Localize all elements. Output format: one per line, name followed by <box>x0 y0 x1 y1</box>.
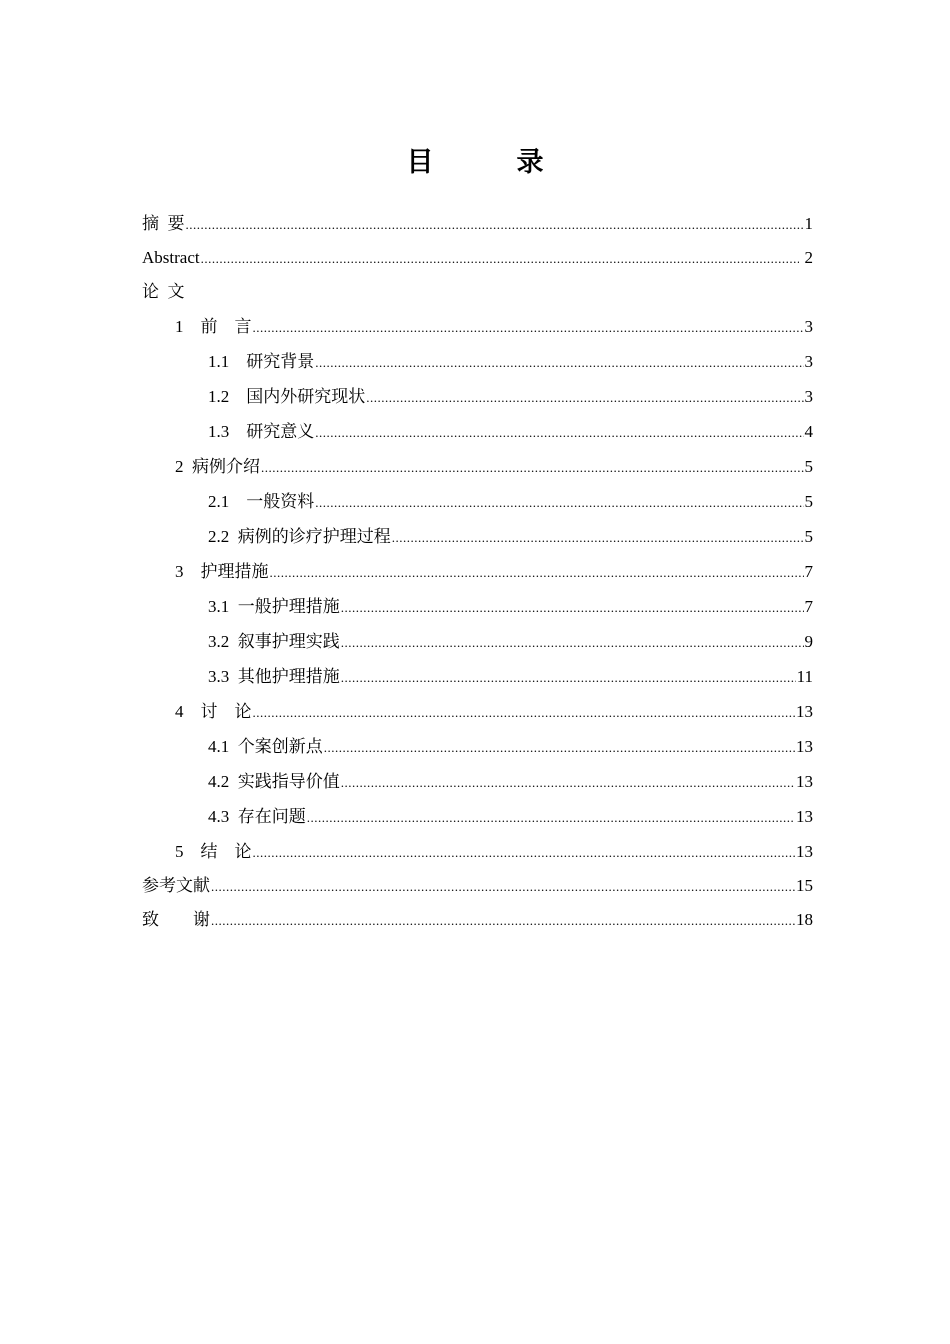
toc-entry[interactable] <box>142 903 813 937</box>
toc-entry-label: 2.2 病例的诊疗护理过程 <box>208 527 391 546</box>
toc-entry-label: 3.3 其他护理措施 <box>208 667 340 686</box>
toc-entry[interactable] <box>142 624 813 659</box>
toc-entry-label: 2 病例介绍 <box>175 457 260 476</box>
toc-entry-label: 1 前 言 <box>175 317 252 336</box>
toc-dot-leader <box>341 765 795 800</box>
toc-dot-leader <box>211 904 795 938</box>
toc-entry[interactable] <box>142 309 813 344</box>
toc-entry-label: 1.1 研究背景 <box>208 352 315 371</box>
toc-entry[interactable] <box>142 449 813 484</box>
toc-entry[interactable] <box>142 729 813 764</box>
toc-entry[interactable] <box>142 207 813 241</box>
toc-entry-label: 摘 要 <box>142 214 185 233</box>
toc-entry[interactable] <box>142 379 813 414</box>
toc-entry[interactable] <box>142 659 813 694</box>
toc-page-number: 5 <box>804 457 813 476</box>
toc-entry-label: 3.2 叙事护理实践 <box>208 632 340 651</box>
toc-page-number: 13 <box>796 842 813 861</box>
toc-entry[interactable] <box>142 834 813 869</box>
toc-dot-leader <box>366 380 803 415</box>
toc-page-number: 2 <box>800 248 813 267</box>
toc-entry[interactable] <box>142 344 813 379</box>
toc-entry[interactable] <box>142 275 813 309</box>
toc-dot-leader <box>211 870 795 904</box>
toc-page-number: 13 <box>796 772 813 791</box>
toc-dot-leader <box>341 590 804 625</box>
toc-entry-label: 4.3 存在问题 <box>208 807 306 826</box>
toc-entry-label: 4.1 个案创新点 <box>208 737 323 756</box>
toc-page-number: 18 <box>796 910 813 929</box>
toc-dot-leader <box>315 345 803 380</box>
toc-dot-leader <box>341 625 804 660</box>
toc-entry-label: Abstract <box>142 248 200 267</box>
toc-dot-leader <box>261 450 804 485</box>
toc-entry[interactable] <box>142 519 813 554</box>
toc-entry[interactable] <box>142 869 813 903</box>
toc-entry-label: 致 谢 <box>142 910 210 929</box>
toc-entry[interactable] <box>142 589 813 624</box>
toc-entry[interactable] <box>142 799 813 834</box>
toc-entry-label: 3 护理措施 <box>175 562 269 581</box>
toc-entry-label: 3.1 一般护理措施 <box>208 597 340 616</box>
page-title: 目 录 <box>406 147 572 178</box>
toc-page-number: 3 <box>804 352 813 371</box>
toc-dot-leader <box>307 800 795 835</box>
toc-page-number: 11 <box>796 667 813 686</box>
toc-dot-leader <box>324 730 795 765</box>
toc-dot-leader <box>253 835 796 870</box>
toc-entry-label: 4.2 实践指导价值 <box>208 772 340 791</box>
toc-entry-label: 参考文献 <box>142 876 210 895</box>
toc-entry-label: 1.2 国内外研究现状 <box>208 387 366 406</box>
toc-page-number: 13 <box>796 807 813 826</box>
toc-entry[interactable] <box>142 554 813 589</box>
toc-dot-leader <box>315 415 803 450</box>
toc-entry-label: 4 讨 论 <box>175 702 252 721</box>
toc-entry-label: 5 结 论 <box>175 842 252 861</box>
toc-dot-leader <box>186 208 804 242</box>
toc-page-number: 5 <box>804 492 813 511</box>
toc-entry[interactable] <box>142 484 813 519</box>
toc-dot-leader <box>392 520 804 555</box>
toc-page-number: 9 <box>804 632 813 651</box>
table-of-contents <box>142 207 813 937</box>
toc-dot-leader <box>253 310 804 345</box>
toc-page-number: 7 <box>804 597 813 616</box>
toc-entry[interactable] <box>142 694 813 729</box>
toc-entry[interactable] <box>142 241 813 275</box>
toc-entry-label: 2.1 一般资料 <box>208 492 315 511</box>
toc-dot-leader <box>270 555 804 590</box>
toc-entry[interactable] <box>142 764 813 799</box>
toc-page-number: 3 <box>804 387 813 406</box>
toc-entry-label: 1.3 研究意义 <box>208 422 315 441</box>
toc-dot-leader <box>315 485 803 520</box>
toc-page-number: 3 <box>804 317 813 336</box>
toc-dot-leader <box>253 695 796 730</box>
toc-page-number: 13 <box>796 737 813 756</box>
toc-page-number: 1 <box>804 214 813 233</box>
toc-page-number: 13 <box>796 702 813 721</box>
toc-dot-leader <box>341 660 796 695</box>
toc-page-number: 4 <box>804 422 813 441</box>
toc-entry-label: 论 文 <box>142 282 185 301</box>
toc-page-number: 5 <box>804 527 813 546</box>
toc-entry[interactable] <box>142 414 813 449</box>
toc-dot-leader <box>201 242 800 276</box>
toc-page-number: 7 <box>804 562 813 581</box>
toc-page-number: 15 <box>796 876 813 895</box>
